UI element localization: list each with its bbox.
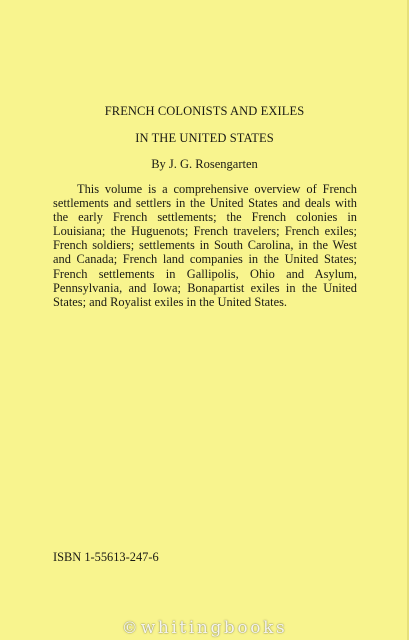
author-line: By J. G. Rosengarten <box>151 157 258 171</box>
title-line-2: IN THE UNITED STATES <box>135 131 274 145</box>
title-line-1: FRENCH COLONISTS AND EXILES <box>104 104 305 118</box>
watermark-text: whitingbooks <box>140 618 288 638</box>
watermark <box>0 618 409 638</box>
copyright-icon: © <box>121 618 138 637</box>
isbn-number: ISBN 1-55613-247-6 <box>53 550 159 564</box>
description-paragraph: This volume is a comprehensive overview of French settlements and settlers in the United States and deals with the early French settlements; the French colonies in Louisiana; the Huguenots; French travelers; French exiles; French soldiers; settlements in South Carolina, in the West and Canada; French land companies in the United States; French settlements in Gallipolis, Ohio and Asylum, Pennsylvania, and Iowa; Bonapartist exiles in the United States; and Royalist exiles in the United States. <box>53 182 357 309</box>
